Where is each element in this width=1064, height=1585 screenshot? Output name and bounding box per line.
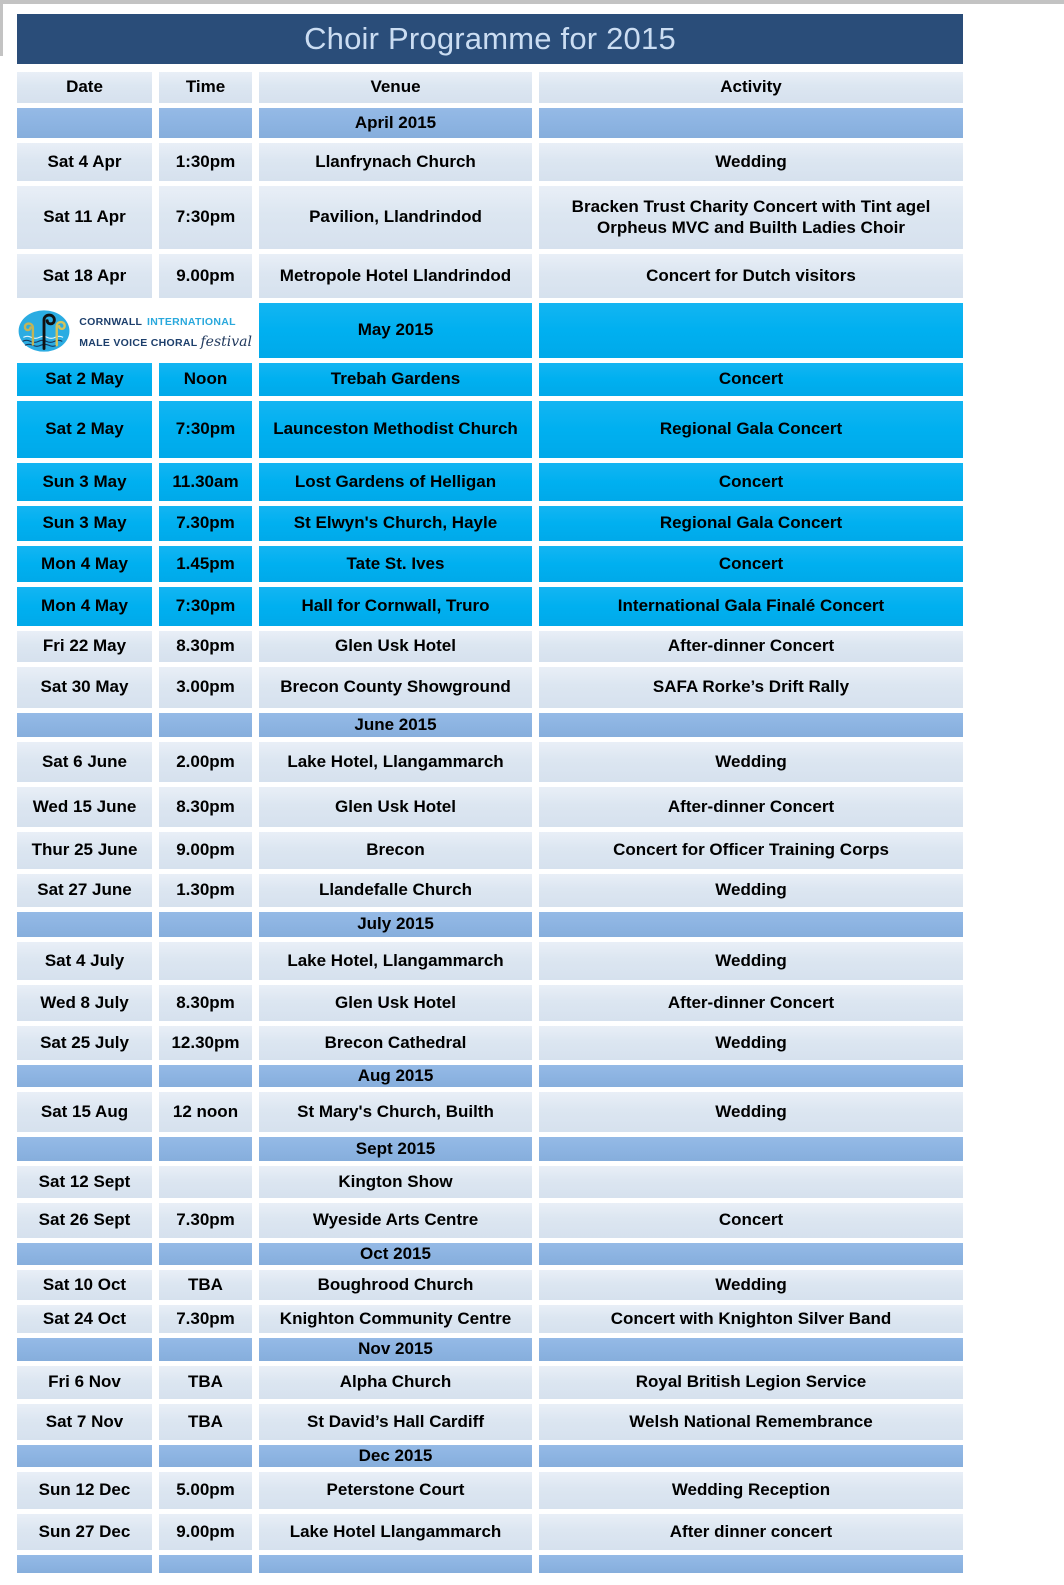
activity-cell <box>539 1243 963 1265</box>
time-cell: 12.30pm <box>159 1026 252 1060</box>
date-cell <box>17 1445 152 1467</box>
event-row <box>17 401 963 458</box>
time-cell: 7:30pm <box>159 401 252 458</box>
month-header-row <box>17 1065 963 1087</box>
month-label-cell: Oct 2015 <box>259 1243 532 1265</box>
activity-cell: Concert <box>539 363 963 396</box>
time-cell: TBA <box>159 1404 252 1440</box>
venue-cell: Brecon Cathedral <box>259 1026 532 1060</box>
event-row <box>17 1514 963 1550</box>
event-row <box>17 985 963 1021</box>
venue-cell: Boughrood Church <box>259 1270 532 1300</box>
time-cell <box>159 1338 252 1361</box>
event-row <box>17 1270 963 1300</box>
date-cell: Sun 12 Dec <box>17 1472 152 1509</box>
event-row <box>17 463 963 501</box>
time-cell: 2.00pm <box>159 742 252 782</box>
month-label-cell: Nov 2015 <box>259 1338 532 1361</box>
date-cell <box>17 713 152 737</box>
activity-cell <box>539 1065 963 1087</box>
date-cell: Thur 25 June <box>17 832 152 869</box>
activity-cell: Bracken Trust Charity Concert with Tint agel Orpheus MVC and Builth Ladies Choir <box>539 186 963 249</box>
logo-word-festival: festival <box>200 334 252 351</box>
month-label-cell: June 2015 <box>259 713 532 737</box>
month-header-row <box>17 108 963 138</box>
venue-cell: Lake Hotel, Llangammarch <box>259 942 532 980</box>
activity-cell: After-dinner Concert <box>539 985 963 1021</box>
date-cell: Mon 4 May <box>17 546 152 582</box>
date-cell: Sat 7 Nov <box>17 1404 152 1440</box>
venue-cell: Metropole Hotel Llandrindod <box>259 254 532 298</box>
event-row <box>17 832 963 869</box>
date-cell: Fri 6 Nov <box>17 1366 152 1399</box>
venue-cell: Glen Usk Hotel <box>259 631 532 662</box>
date-cell: Mon 4 May <box>17 587 152 626</box>
festival-logo <box>17 303 252 358</box>
date-cell: Sun 3 May <box>17 463 152 501</box>
time-cell <box>159 1137 252 1161</box>
venue-cell: Llanfrynach Church <box>259 143 532 181</box>
date-cell: Wed 8 July <box>17 985 152 1021</box>
time-cell <box>159 1166 252 1198</box>
date-cell: Sat 24 Oct <box>17 1305 152 1333</box>
venue-cell: Kington Show <box>259 1166 532 1198</box>
activity-cell: Concert <box>539 546 963 582</box>
date-cell: Sat 2 May <box>17 363 152 396</box>
date-cell: Sat 10 Oct <box>17 1270 152 1300</box>
date-cell <box>17 1065 152 1087</box>
activity-cell <box>539 1445 963 1467</box>
date-cell <box>17 1555 152 1573</box>
month-header-row <box>17 1243 963 1265</box>
time-cell: 8.30pm <box>159 631 252 662</box>
time-cell: 1:30pm <box>159 143 252 181</box>
venue-cell: Glen Usk Hotel <box>259 985 532 1021</box>
time-cell: 7.30pm <box>159 506 252 541</box>
time-cell <box>159 713 252 737</box>
month-header-row <box>17 1445 963 1467</box>
activity-cell: Wedding <box>539 942 963 980</box>
activity-cell <box>539 108 963 138</box>
activity-cell: SAFA Rorke’s Drift Rally <box>539 667 963 708</box>
date-cell: Sun 3 May <box>17 506 152 541</box>
date-cell <box>17 108 152 138</box>
month-header-row <box>17 1137 963 1161</box>
time-cell: 3.00pm <box>159 667 252 708</box>
time-cell <box>159 942 252 980</box>
date-cell: Sat 30 May <box>17 667 152 708</box>
activity-cell: International Gala Finalé Concert <box>539 587 963 626</box>
event-row <box>17 1305 963 1333</box>
activity-cell: Royal British Legion Service <box>539 1366 963 1399</box>
time-cell: 7:30pm <box>159 587 252 626</box>
event-row <box>17 587 963 626</box>
month-header-row <box>17 912 963 937</box>
header-row <box>17 72 963 103</box>
date-cell: Sat 4 Apr <box>17 143 152 181</box>
time-cell <box>159 108 252 138</box>
date-cell: Sat 4 July <box>17 942 152 980</box>
activity-cell: Regional Gala Concert <box>539 506 963 541</box>
event-row <box>17 1203 963 1238</box>
venue-cell: St David’s Hall Cardiff <box>259 1404 532 1440</box>
programme-table <box>17 14 963 1578</box>
event-row <box>17 874 963 907</box>
time-cell: 11.30am <box>159 463 252 501</box>
logo-word-cornwall: CORNWALL <box>79 316 143 329</box>
venue-cell: Lake Hotel, Llangammarch <box>259 742 532 782</box>
event-row <box>17 1404 963 1440</box>
time-cell <box>159 1243 252 1265</box>
date-cell: Sun 27 Dec <box>17 1514 152 1550</box>
date-cell <box>17 1243 152 1265</box>
venue-cell: Wyeside Arts Centre <box>259 1203 532 1238</box>
time-cell: 7.30pm <box>159 1203 252 1238</box>
venue-cell: Brecon County Showground <box>259 667 532 708</box>
activity-cell: After-dinner Concert <box>539 631 963 662</box>
time-cell: TBA <box>159 1270 252 1300</box>
column-header-venue: Venue <box>259 72 532 103</box>
column-header-time: Time <box>159 72 252 103</box>
month-label-cell: Sept 2015 <box>259 1137 532 1161</box>
event-row <box>17 254 963 298</box>
event-row <box>17 506 963 541</box>
time-cell: 7:30pm <box>159 186 252 249</box>
time-cell <box>159 912 252 937</box>
event-row <box>17 942 963 980</box>
event-row <box>17 631 963 662</box>
activity-cell: Concert with Knighton Silver Band <box>539 1305 963 1333</box>
venue-cell: Lost Gardens of Helligan <box>259 463 532 501</box>
time-cell: 1.30pm <box>159 874 252 907</box>
date-cell: Wed 15 June <box>17 787 152 827</box>
date-cell: Sat 15 Aug <box>17 1092 152 1132</box>
month-label-cell: July 2015 <box>259 912 532 937</box>
activity-cell: Wedding <box>539 1092 963 1132</box>
time-cell: Noon <box>159 363 252 396</box>
activity-cell <box>539 1555 963 1573</box>
time-cell: 9.00pm <box>159 254 252 298</box>
activity-cell <box>539 1166 963 1198</box>
venue-cell: St Mary's Church, Builth <box>259 1092 532 1132</box>
date-cell: Sat 25 July <box>17 1026 152 1060</box>
time-cell: 7.30pm <box>159 1305 252 1333</box>
date-cell <box>17 1338 152 1361</box>
event-row <box>17 1026 963 1060</box>
activity-cell: Wedding <box>539 874 963 907</box>
time-cell: 8.30pm <box>159 985 252 1021</box>
venue-cell: Launceston Methodist Church <box>259 401 532 458</box>
event-row <box>17 1366 963 1399</box>
time-cell <box>159 1065 252 1087</box>
venue-cell: Brecon <box>259 832 532 869</box>
date-cell: Sat 18 Apr <box>17 254 152 298</box>
month-label-cell: April 2015 <box>259 108 532 138</box>
activity-cell <box>539 1338 963 1361</box>
venue-cell: Glen Usk Hotel <box>259 787 532 827</box>
date-cell: Sat 6 June <box>17 742 152 782</box>
time-cell: 5.00pm <box>159 1472 252 1509</box>
scan-edge-left <box>0 4 3 56</box>
activity-cell <box>539 912 963 937</box>
event-row <box>17 1166 963 1198</box>
time-cell: 1.45pm <box>159 546 252 582</box>
time-cell <box>159 1445 252 1467</box>
venue-cell: Lake Hotel Llangammarch <box>259 1514 532 1550</box>
venue-cell: St Elwyn's Church, Hayle <box>259 506 532 541</box>
event-row <box>17 546 963 582</box>
month-label-cell: Dec 2015 <box>259 1445 532 1467</box>
activity-cell: After-dinner Concert <box>539 787 963 827</box>
scan-edge-top <box>0 0 1064 4</box>
activity-cell: Concert for Officer Training Corps <box>539 832 963 869</box>
date-cell: Sat 26 Sept <box>17 1203 152 1238</box>
month-header-row <box>17 303 963 358</box>
activity-cell: Wedding <box>539 1270 963 1300</box>
date-cell: Sat 2 May <box>17 401 152 458</box>
date-cell <box>17 912 152 937</box>
table-body <box>17 108 963 1573</box>
event-row <box>17 363 963 396</box>
activity-cell: Concert <box>539 1203 963 1238</box>
activity-cell: Wedding <box>539 143 963 181</box>
venue-cell: Knighton Community Centre <box>259 1305 532 1333</box>
venue-cell: Tate St. Ives <box>259 546 532 582</box>
date-cell: Fri 22 May <box>17 631 152 662</box>
event-row <box>17 667 963 708</box>
date-cell: Sat 12 Sept <box>17 1166 152 1198</box>
column-header-date: Date <box>17 72 152 103</box>
time-cell: 8.30pm <box>159 787 252 827</box>
venue-cell: Hall for Cornwall, Truro <box>259 587 532 626</box>
venue-cell: Pavilion, Llandrindod <box>259 186 532 249</box>
time-cell: 9.00pm <box>159 1514 252 1550</box>
choral-festival-logo-icon <box>17 303 74 359</box>
activity-cell: Wedding Reception <box>539 1472 963 1509</box>
month-header-row <box>17 1338 963 1361</box>
activity-cell: Wedding <box>539 1026 963 1060</box>
festival-logo-text <box>79 309 252 352</box>
activity-cell: Concert <box>539 463 963 501</box>
activity-cell <box>539 713 963 737</box>
time-cell: 9.00pm <box>159 832 252 869</box>
venue-cell: Alpha Church <box>259 1366 532 1399</box>
venue-cell: Peterstone Court <box>259 1472 532 1509</box>
venue-cell: Llandefalle Church <box>259 874 532 907</box>
date-cell <box>17 1137 152 1161</box>
event-row <box>17 186 963 249</box>
date-cell: Sat 11 Apr <box>17 186 152 249</box>
time-cell <box>159 1555 252 1573</box>
column-header-activity: Activity <box>539 72 963 103</box>
activity-cell <box>539 1137 963 1161</box>
month-header-row <box>17 1555 963 1573</box>
activity-cell: After dinner concert <box>539 1514 963 1550</box>
activity-cell: Wedding <box>539 742 963 782</box>
event-row <box>17 787 963 827</box>
month-label-cell: May 2015 <box>259 303 532 358</box>
logo-word-international: INTERNATIONAL <box>147 316 236 329</box>
page-title: Choir Programme for 2015 <box>17 14 963 64</box>
month-label-cell <box>259 1555 532 1573</box>
date-cell: Sat 27 June <box>17 874 152 907</box>
month-label-cell: Aug 2015 <box>259 1065 532 1087</box>
event-row <box>17 1092 963 1132</box>
activity-cell: Concert for Dutch visitors <box>539 254 963 298</box>
event-row <box>17 143 963 181</box>
event-row <box>17 1472 963 1509</box>
activity-cell: Welsh National Remembrance <box>539 1404 963 1440</box>
activity-cell: Regional Gala Concert <box>539 401 963 458</box>
activity-cell <box>539 303 963 358</box>
event-row <box>17 742 963 782</box>
time-cell: 12 noon <box>159 1092 252 1132</box>
month-header-row <box>17 713 963 737</box>
logo-word-male-voice-choral: MALE VOICE CHORAL <box>79 337 198 350</box>
time-cell: TBA <box>159 1366 252 1399</box>
venue-cell: Trebah Gardens <box>259 363 532 396</box>
